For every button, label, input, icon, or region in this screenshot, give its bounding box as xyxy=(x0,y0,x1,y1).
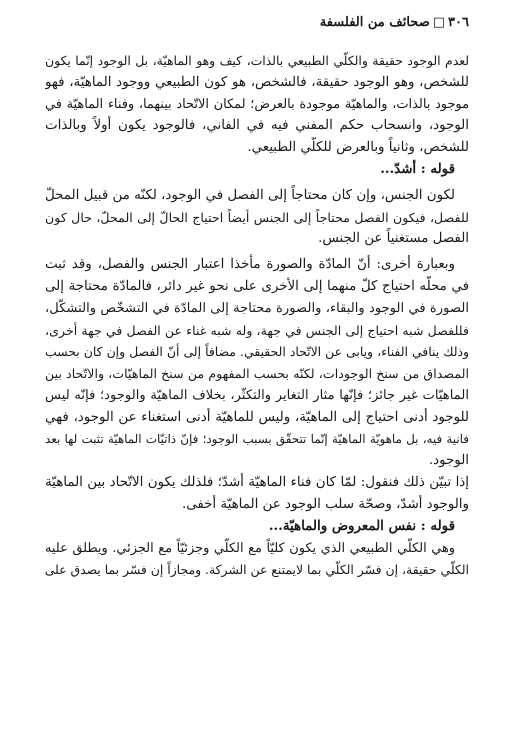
text-line: للوجود أدنى احتياج إلى الماهيّة، وليس للماهيّة أدنى استغناء عن الوجود، فهي xyxy=(45,409,469,425)
text-line: الوجود. xyxy=(428,453,469,469)
text-line: الفصل مستغنياً عن الجنس. xyxy=(318,231,469,247)
text-line: في محلّه احتياج كلّ منهما إلى الأخرى على نحو غير دائر، فالمادّة محتاجة إلى xyxy=(45,278,469,294)
paragraph xyxy=(45,538,469,582)
text-line: لكون الجنس، وإن كان محتاجاً إلى الفصل في الوجود، لكنّه من قبيل المحلّ xyxy=(45,187,455,203)
text-line: للفصل، فيكون الفصل محتاجاً إلى الجنس أيضاً احتياج الحالّ إلى المحلّ، حال كون xyxy=(45,209,469,225)
text-line: الوجود، وانسحاب حكم المفني فيه في الفاني، فالوجود يكون أولاً وبالذات xyxy=(45,118,469,134)
quote-line: قوله : أشدّ... xyxy=(380,160,455,177)
quote-heading xyxy=(45,516,469,538)
header-separator: □ xyxy=(432,15,446,30)
text-line: لعدم الوجود حقيقة والكلّي الطبيعي بالذات، كيف وهو الماهيّة، بل الوجود إنّما يكون xyxy=(45,53,469,68)
text-line: فللفصل شبه احتياج إلى الجنس في جهة، وله شبه غناء عن الفصل في جهة أخرى، xyxy=(45,322,469,338)
page-header xyxy=(320,14,469,32)
text-line: والوجود أشدّ، وصحّة سلب الوجود عن الماهيّة أخفى. xyxy=(181,496,469,512)
text-line: الكلّي حقيقة، إن فسّر الكلّي بما لايمتنع عن الشركة. ومجازاً إن فسّر بما يصدق على xyxy=(45,562,469,578)
document-body xyxy=(45,50,469,581)
text-line: للشخص، وثانياً وبالعرض للكلّي الطبيعي. xyxy=(247,140,469,156)
quote-line: قوله : نفس المعروض والماهيّة... xyxy=(268,517,455,534)
text-line: إذا تبيّن ذلك فنقول: لمّا كان فناء الماهيّة أشدّ؛ فلذلك يكون الاتّحاد بين الماهيّة xyxy=(45,475,469,491)
page-number: ٣٠٦ xyxy=(448,15,469,30)
text-line: وذلك ينافي الفناء، ويابى عن الاتّحاد الحقيقي. مضافاً إلى أنّ الفصل وإن كان بحسب xyxy=(45,344,469,360)
book-title: صحائف من الفلسفة xyxy=(319,15,430,30)
paragraph xyxy=(45,472,469,516)
paragraph xyxy=(45,254,469,472)
text-line: وبعبارة أخرى: أنّ المادّة والصورة مأخذا اعتبار الجنس والفصل، وقد ثبت xyxy=(45,257,455,273)
text-line: موجود بالذات، والماهيّة موجودة بالعرض؛ لمكان الاتّحاد بينهما، وفناء الماهيّة في xyxy=(45,96,469,112)
paragraph xyxy=(45,185,469,250)
text-line: الماهيّات غير جائز؛ فإنّها مثار التغاير والتكثّر، بخلاف الماهيّة والوجود؛ فإنّه ليس xyxy=(45,387,469,403)
text-line: المصداق من سنخ الوجودات، لكنّه بحسب المفهوم من سنخ الماهيّات، والاتّحاد بين xyxy=(45,366,469,382)
text-line: وهي الكلّي الطبيعي الذي يكون كليّاً مع الكلّي وجزئيّاً مع الجزئي. ويطلق عليه xyxy=(45,540,455,556)
text-line: الصورة في الوجود والبقاء، والصورة محتاجة إلى المادّة في التشخّص والتشكّل، xyxy=(45,300,469,316)
text-line: للشخص، وهو الوجود حقيقة، فالشخص، هو كون الطبيعي ووجود الماهيّة، فهو xyxy=(45,74,469,90)
quote-heading xyxy=(45,159,469,181)
text-line: فانية فيه، بل ماهويّة الماهيّة إنّما تتحقّق بسبب الوجود؛ فإنّ ذاتيّات الماهيّة تثبت لها بعد xyxy=(45,431,469,446)
paragraph xyxy=(45,50,469,159)
